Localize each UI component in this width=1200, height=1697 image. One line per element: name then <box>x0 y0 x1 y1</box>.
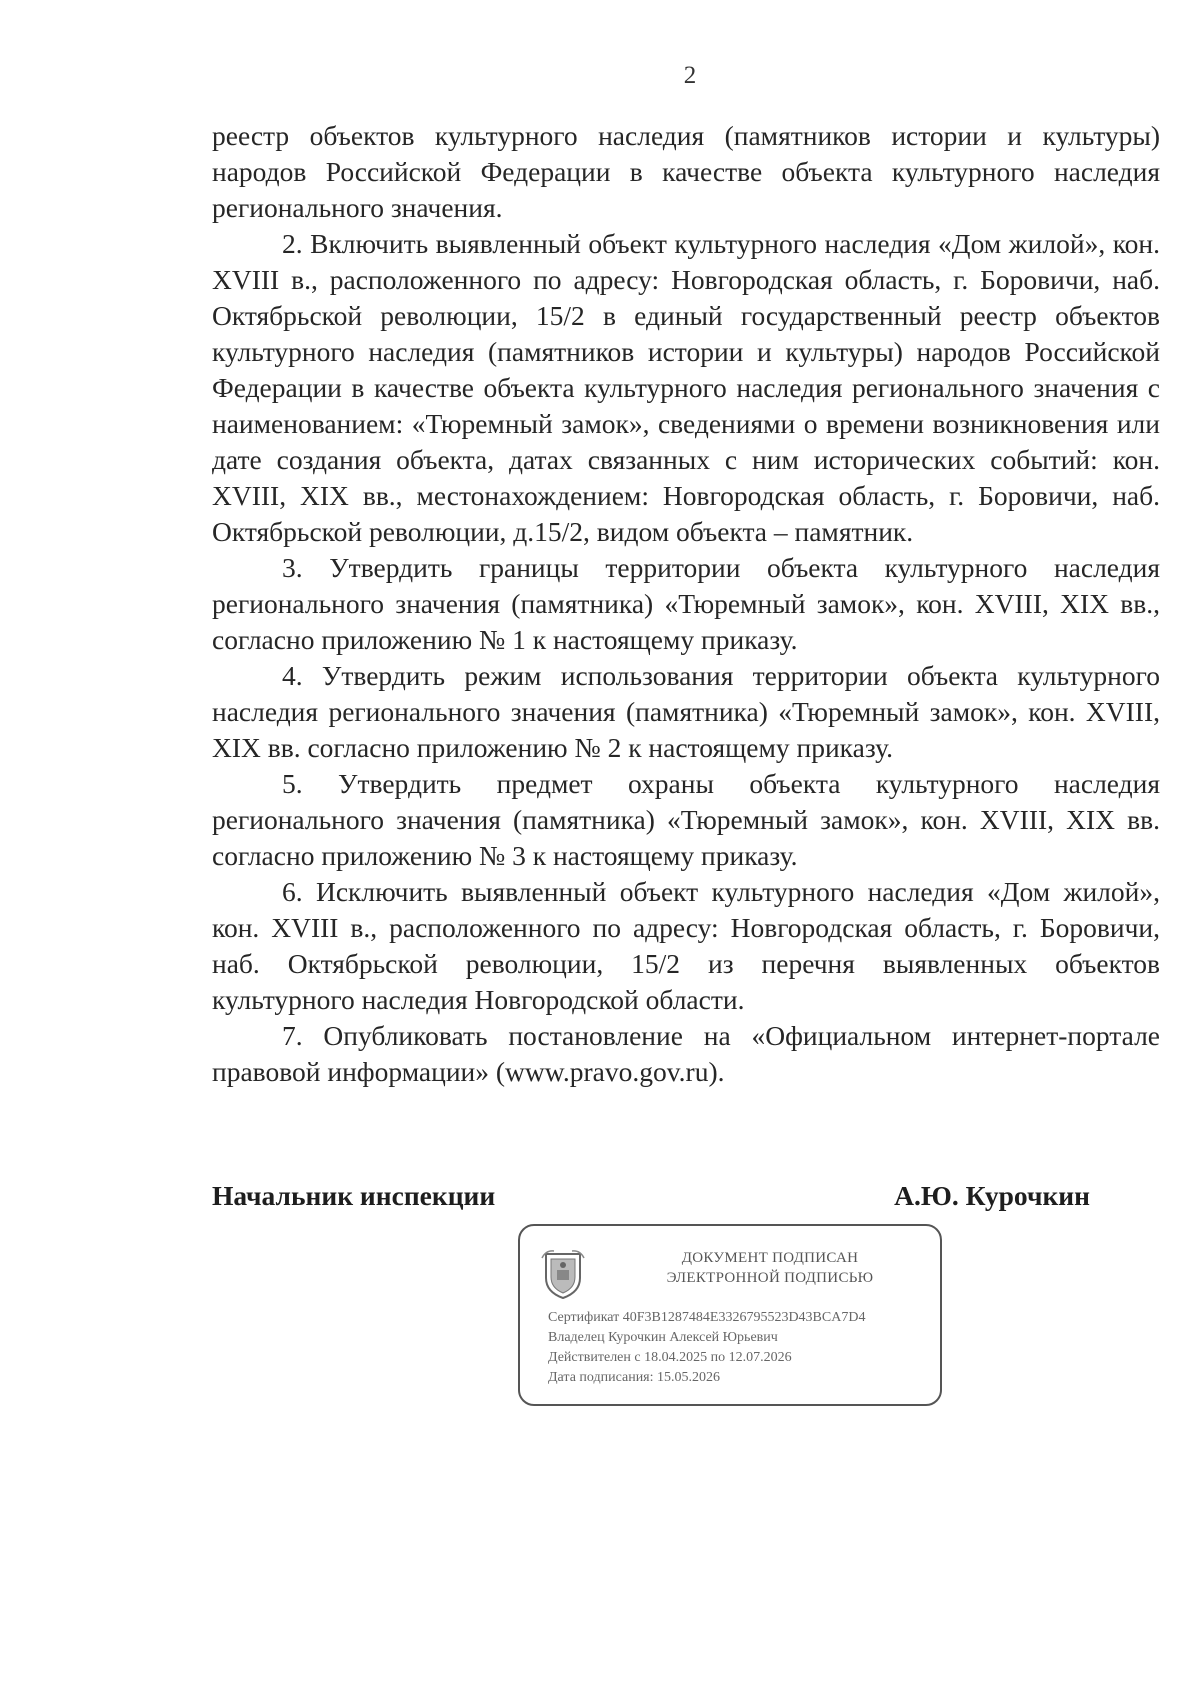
page-number: 2 <box>683 62 697 89</box>
signatory-title: Начальник инспекции <box>212 1180 496 1211</box>
paragraph-item-4: 4. Утвердить режим использования территории объекта культурного наследия регионального значения (памятника) «Тюремный замок», кон. XVIII, XIX вв. согласно приложению № 2 к настоящему приказу. <box>212 660 1160 763</box>
stamp-heading <box>630 1248 910 1288</box>
stamp-signed-date: Дата подписания: 15.05.2026 <box>548 1370 721 1385</box>
paragraph-item-6: 6. Исключить выявленный объект культурного наследия «Дом жилой», кон. XVIII в., расположенного по адресу: Новгородская область, г. Боровичи, наб. Октябрьской революции, 15/2 из перечня выявленных объектов культурного наследия Новгородской области. <box>212 876 1160 1015</box>
stamp-owner: Владелец Курочкин Алексей Юрьевич <box>548 1330 778 1345</box>
electronic-signature-stamp <box>518 1224 942 1406</box>
stamp-heading-line2: ЭЛЕКТРОННОЙ ПОДПИСЬЮ <box>666 1270 874 1286</box>
coat-of-arms-icon <box>540 1248 586 1300</box>
stamp-heading-line1: ДОКУМЕНТ ПОДПИСАН <box>681 1250 859 1266</box>
stamp-validity: Действителен с 18.04.2025 по 12.07.2026 <box>548 1350 792 1365</box>
paragraph-item-5: 5. Утвердить предмет охраны объекта культурного наследия регионального значения (памятника) «Тюремный замок», кон. XVIII, XIX вв. согласно приложению № 3 к настоящему приказу. <box>212 768 1160 871</box>
stamp-certificate: Сертификат 40F3B1287484E3326795523D43BCA7D4 <box>548 1310 866 1325</box>
paragraph-item-7: 7. Опубликовать постановление на «Официальном интернет-портале правовой информации» (www.pravo.gov.ru). <box>212 1020 1160 1087</box>
paragraph-continuation: реестр объектов культурного наследия (памятников истории и культуры) народов Российской Федерации в качестве объекта культурного наследия регионального значения. <box>212 120 1160 223</box>
paragraph-item-3: 3. Утвердить границы территории объекта культурного наследия регионального значения (памятника) «Тюремный замок», кон. XVIII, XIX вв., согласно приложению № 1 к настоящему приказу. <box>212 552 1160 655</box>
document-body <box>212 118 1160 1090</box>
paragraph-item-2: 2. Включить выявленный объект культурного наследия «Дом жилой», кон. XVIII в., расположенного по адресу: Новгородская область, г. Боровичи, наб. Октябрьской революции, 15/2 в единый государственный реестр объектов культурного наследия (памятников истории и культуры) народов Российской Федерации в качестве объекта культурного наследия регионального значения с наименованием: «Тюремный замок», сведениями о времени возникновения или дате создания объекта, датах связанных с ним исторических событий: кон. XVIII, XIX вв., местонахождением: Новгородская область, г. Боровичи, наб. Октябрьской революции, д.15/2, видом объекта – памятник. <box>212 228 1160 547</box>
signatory-name: А.Ю. Курочкин <box>894 1180 1090 1211</box>
